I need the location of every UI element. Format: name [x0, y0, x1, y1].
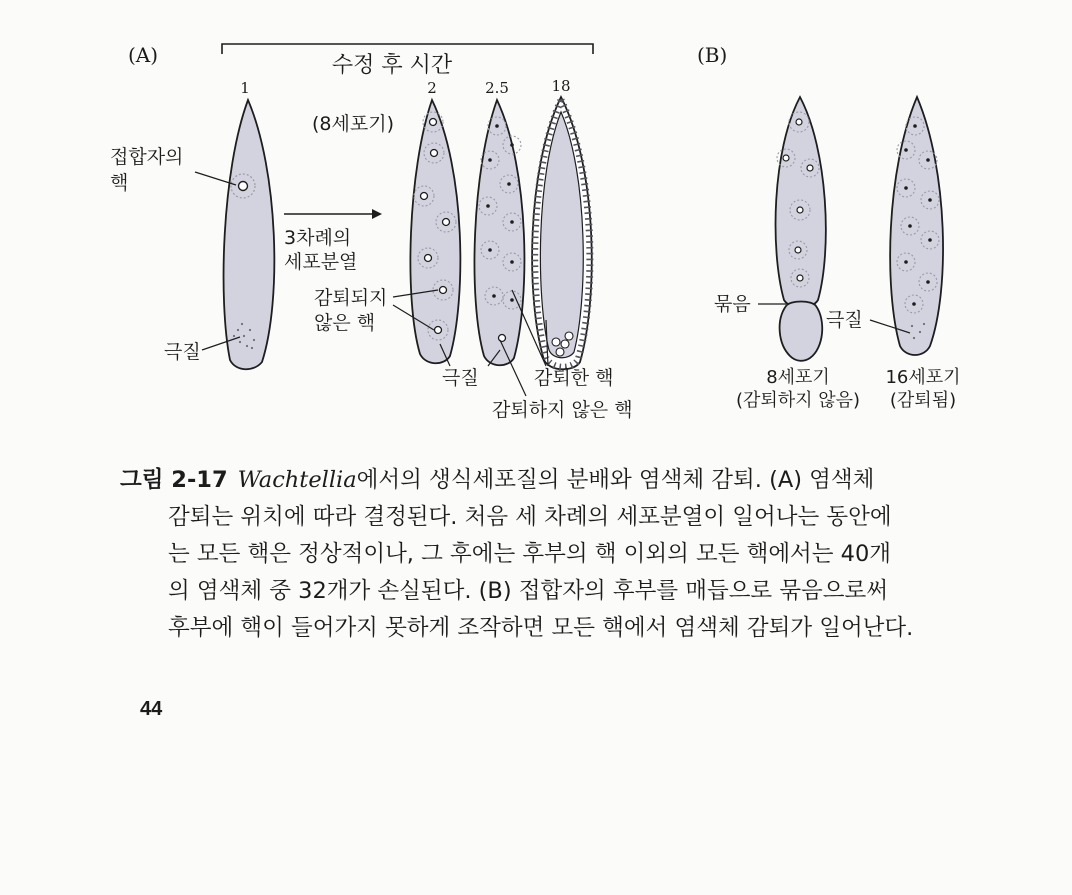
genus-name: Wachtellia — [237, 467, 357, 493]
panel-a-label: (A) — [128, 43, 159, 67]
page-number: 44 — [140, 698, 163, 720]
embryo-8cell — [410, 100, 460, 363]
embryo-ligated-8cell — [776, 97, 826, 361]
figure-caption — [120, 462, 980, 647]
diminished-nucleus-label: 감퇴한 핵 — [534, 367, 614, 389]
embryo-18h — [532, 97, 592, 369]
undiminished-label-2: 않은 핵 — [314, 312, 376, 334]
zygote-nucleus-label-2: 핵 — [110, 172, 129, 194]
zygote-nucleus-label-1: 접합자의 — [110, 146, 184, 168]
caption-line-3: 는 모든 핵은 정상적이나, 그 후에는 후부의 핵 이외의 모든 핵에서는 40개 — [168, 541, 892, 567]
figure-number: 그림 2-17 — [120, 467, 228, 493]
caption-line-1-text: 에서의 생식세포질의 분배와 염색체 감퇴. (A) 염색체 — [356, 467, 875, 493]
pole-plasm-label-b: 극질 — [826, 309, 863, 331]
undiminished-nucleus-label-b: 감퇴하지 않은 핵 — [492, 399, 633, 421]
embryo-2-5h — [474, 100, 524, 365]
b-right-caption-2: (감퇴됨) — [889, 390, 957, 411]
division-label-1: 3차례의 — [284, 227, 352, 249]
time-tick-2-5: 2.5 — [485, 79, 509, 97]
panel-b-label: (B) — [697, 43, 728, 67]
arrow-head — [372, 209, 382, 219]
pole-plasm-label-a2: 극질 — [442, 367, 479, 389]
b-left-caption-2: (감퇴하지 않음) — [735, 390, 861, 411]
division-label-2: 세포분열 — [284, 251, 358, 273]
time-tick-1: 1 — [240, 79, 250, 97]
caption-line-4: 의 염색체 중 32개가 손실된다. (B) 접합자의 후부를 매듭으로 묶음으로써 — [168, 578, 888, 604]
time-tick-18: 18 — [551, 77, 571, 95]
time-header: 수정 후 시간 — [331, 53, 453, 78]
time-tick-2: 2 — [427, 79, 437, 97]
undiminished-label-1: 감퇴되지 — [314, 287, 388, 309]
pole-plasm-label-a1: 극질 — [164, 341, 201, 363]
embryo-16cell — [890, 97, 943, 355]
caption-line-5: 후부에 핵이 들어가지 못하게 조작하면 모든 핵에서 염색체 감퇴가 일어난다. — [168, 615, 914, 641]
b-left-caption-1: 8세포기 — [766, 367, 830, 388]
ligature-label: 묶음 — [714, 293, 751, 315]
zygote-nucleus — [239, 182, 248, 191]
b-right-caption-1: 16세포기 — [885, 367, 961, 388]
embryo-zygote — [224, 100, 275, 369]
eight-cell-label: (8세포기) — [312, 113, 394, 135]
caption-line-2: 감퇴는 위치에 따라 결정된다. 처음 세 차례의 세포분열이 일어나는 동안에 — [168, 504, 892, 530]
caption-line-1 — [120, 462, 980, 499]
